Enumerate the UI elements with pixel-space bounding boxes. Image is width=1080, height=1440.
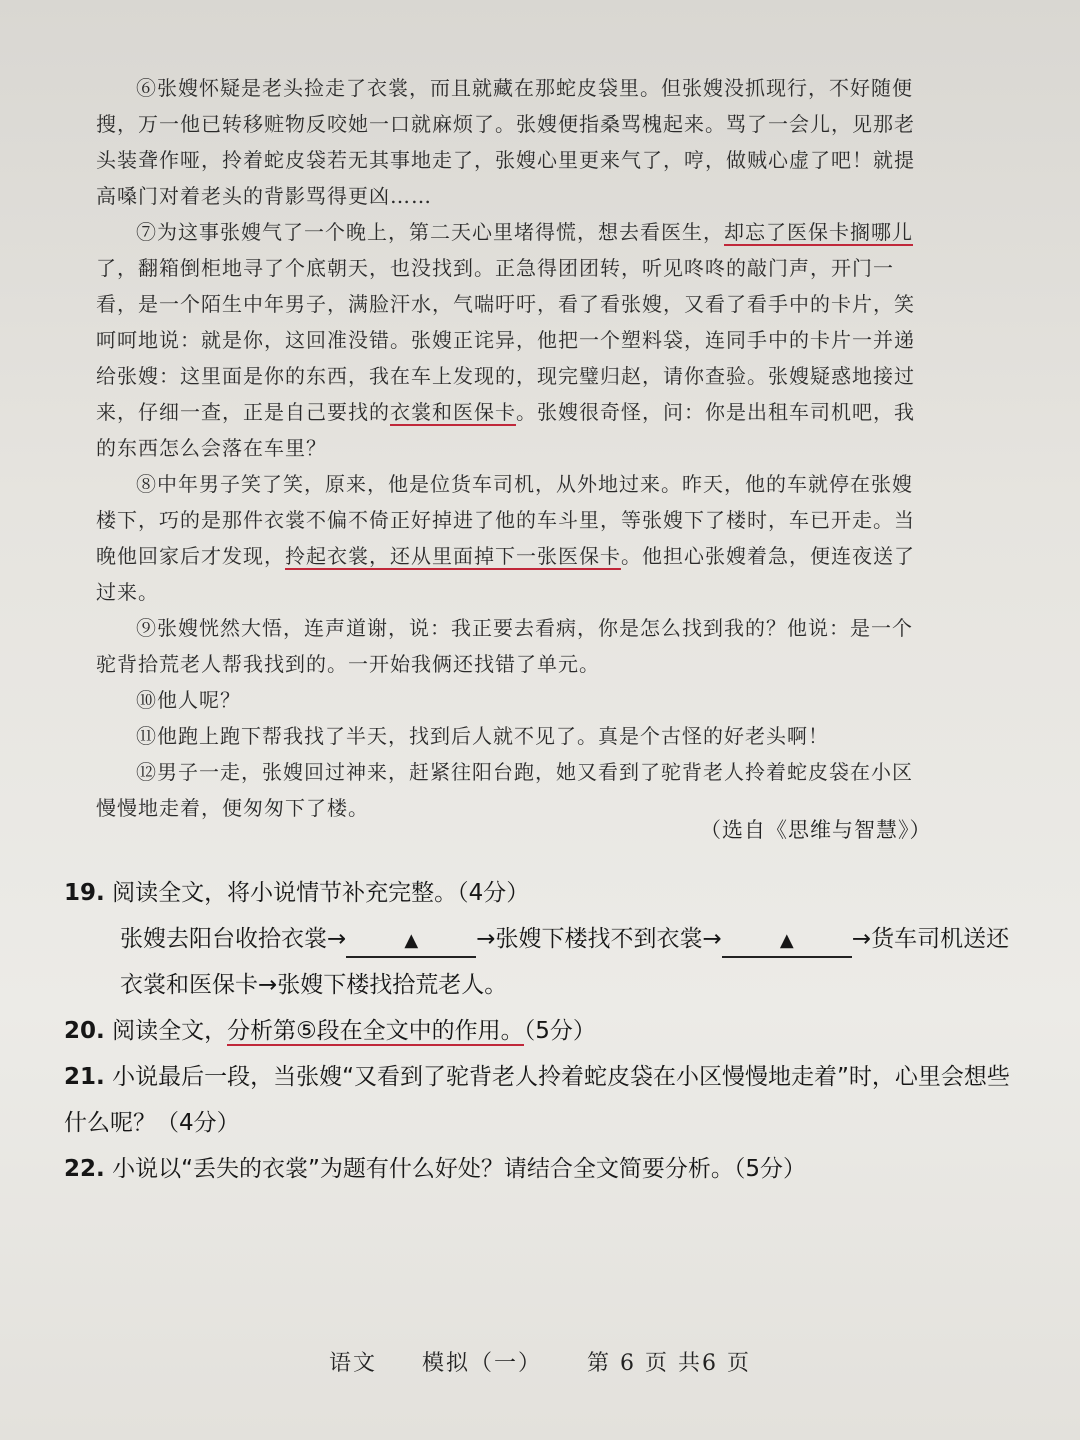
question-number: 21. <box>64 1064 105 1090</box>
underlined-question-phrase: 分析第⑤段在全文中的作用。 <box>227 1018 524 1044</box>
page-footer <box>0 1346 1080 1377</box>
question-text: 小说最后一段，当张嫂“又看到了驼背老人拎着蛇皮袋在小区慢慢地走着”时，心里会想些什么呢？（4分） <box>64 1064 1010 1136</box>
footer-subject: 语文 <box>329 1351 378 1376</box>
question-number: 22. <box>64 1156 105 1182</box>
footer-page-number: 第 6 页 共6 页 <box>587 1351 751 1376</box>
question-22 <box>64 1146 1024 1192</box>
paragraph-7-part-a: ⑦为这事张嫂气了一个晚上，第二天心里堵得慌，想去看医生， <box>136 220 724 244</box>
reading-passage <box>96 70 926 826</box>
question-21 <box>64 1054 1024 1146</box>
plot-flow <box>64 916 1024 1008</box>
question-text: 阅读全文，将小说情节补充完整。（4分） <box>112 880 530 906</box>
plot-step: 张嫂去阳台收拾衣裳→ <box>120 926 347 952</box>
paragraph-8-part-c: 。他担心张嫂着急，便连夜送了过来。 <box>96 544 915 604</box>
plot-step: →货车司机送还衣裳和医保卡→张嫂下楼找拾荒老人。 <box>120 926 1010 998</box>
question-text: 小说以“丢失的衣裳”为题有什么好处？请结合全文简要分析。（5分） <box>112 1156 807 1182</box>
paragraph-7-part-c: 了，翻箱倒柜地寻了个底朝天，也没找到。正急得团团转，听见咚咚的敲门声，开门一看，是一个陌生中年男子，满脸汗水，气喘吁吁，看了看张嫂，又看了看手中的卡片，笑呵呵地说：就是你，这回准没错。张嫂正诧异，他把一个塑料袋，连同手中的卡片一并递给张嫂：这里面是你的东西，我在车上发现的，现完璧归赵，请你查验。张嫂疑惑地接过来，仔细一查，正是自己要找的 <box>96 256 915 424</box>
answer-blank-2[interactable]: ▲ <box>722 926 852 958</box>
question-score: （5分） <box>523 1018 596 1044</box>
paragraph-7 <box>96 214 926 466</box>
paragraph-8 <box>96 466 926 610</box>
question-section <box>64 870 1024 1192</box>
underlined-phrase-medical-card: 却忘了医保卡搁哪儿 <box>724 220 913 244</box>
question-number: 20. <box>64 1018 105 1044</box>
answer-blank-1[interactable]: ▲ <box>346 926 476 958</box>
question-number: 19. <box>64 880 105 906</box>
paragraph-10: ⑩他人呢？ <box>136 688 241 712</box>
question-20 <box>64 1008 1024 1054</box>
underlined-phrase-clothes-card: 衣裳和医保卡 <box>390 400 516 424</box>
paragraph-7-part-e: 。张嫂很奇怪，问：你是出租车司机吧，我的东西怎么会落在车里？ <box>96 400 915 460</box>
passage-source: （选自《思维与智慧》） <box>700 818 932 842</box>
paragraph-9: ⑨张嫂恍然大悟，连声道谢，说：我正要去看病，你是怎么找到我的？他说：是一个驼背拾荒老人帮我找到的。一开始我俩还找错了单元。 <box>96 616 913 676</box>
underlined-phrase-card-dropped: 拎起衣裳，还从里面掉下一张医保卡 <box>285 544 621 568</box>
paragraph-12: ⑫男子一走，张嫂回过神来，赶紧往阳台跑，她又看到了驼背老人拎着蛇皮袋在小区慢慢地走着，便匆匆下了楼。 <box>96 760 913 820</box>
paragraph-8-part-a: ⑧中年男子笑了笑，原来，他是位货车司机，从外地过来。昨天，他的车就停在张嫂楼下，巧的是那件衣裳不偏不倚正好掉进了他的车斗里，等张嫂下了楼时，车已开走。当晚他回家后才发现， <box>96 472 915 568</box>
question-text: 阅读全文， <box>112 1018 228 1044</box>
question-19 <box>64 870 1024 916</box>
paragraph-6: ⑥张嫂怀疑是老头捡走了衣裳，而且就藏在那蛇皮袋里。但张嫂没抓现行，不好随便搜，万一他已转移赃物反咬她一口就麻烦了。张嫂便指桑骂槐起来。骂了一会儿，见那老头装聋作哑，拎着蛇皮袋若无其事地走了，张嫂心里更来气了，哼，做贼心虚了吧！就提高嗓门对着老头的背影骂得更凶…… <box>96 76 915 208</box>
footer-exam-name: 模拟（一） <box>422 1351 543 1376</box>
plot-step: →张嫂下楼找不到衣裳→ <box>476 926 722 952</box>
paragraph-11: ⑪他跑上跑下帮我找了半天，找到后人就不见了。真是个古怪的好老头啊！ <box>136 724 829 748</box>
